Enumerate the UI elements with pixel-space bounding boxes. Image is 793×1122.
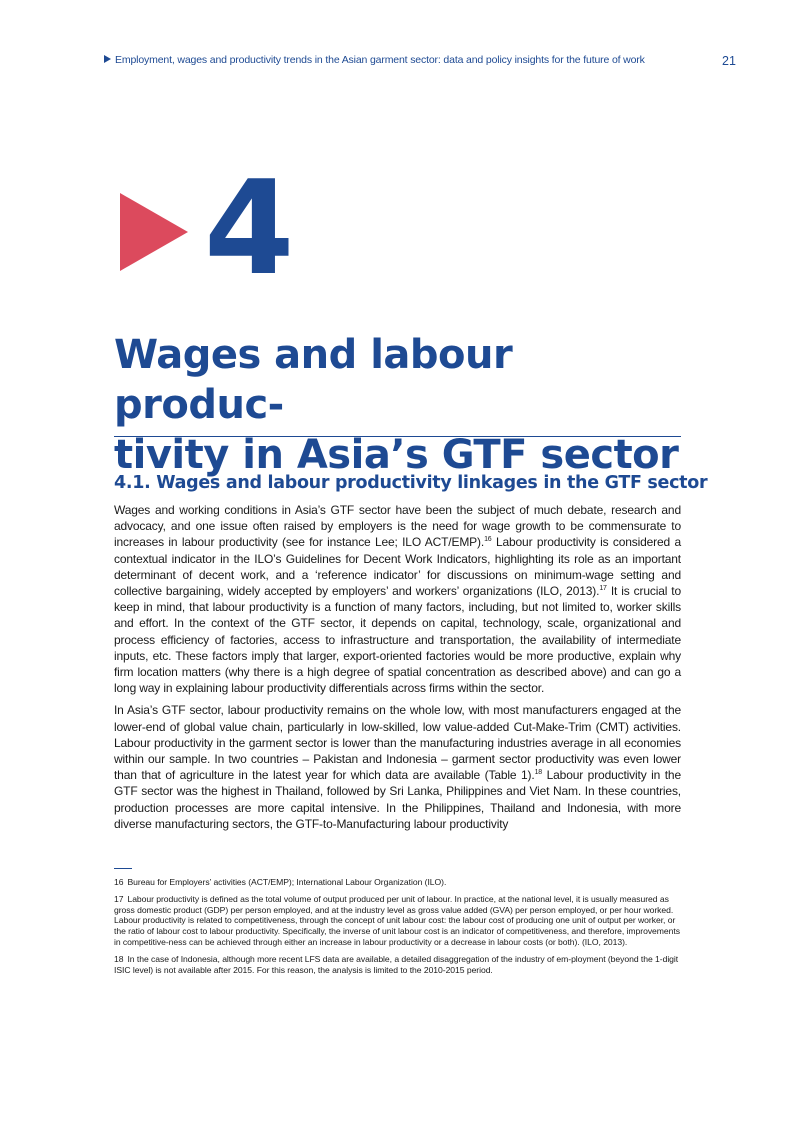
footnote-ref-16[interactable]: 16	[484, 536, 492, 544]
section-heading: 4.1. Wages and labour productivity linkages in the GTF sector	[114, 473, 708, 493]
paragraph-1-part-a: Wages and working conditions in Asia’s GTF sector have been the subject of much debate, research and advocacy, and one issue often raised by employers is the need for wage growth to be commensurate to increases in labour productivity (see for instance Lee; ILO ACT/EMP).	[114, 503, 681, 550]
paragraph-2	[114, 702, 681, 832]
play-triangle-icon	[104, 55, 111, 63]
paragraph-1-part-b: Labour productivity is considered a contextual indicator in the ILO’s Guidelines for Decent Work Indicators, highlighting its role as an important determinant of decent work, and a ‘reference indicator’ for discussions on minimum-wage setting and collective bargaining, widely accepted by employers’ and workers’ organizations (ILO, 2013).	[114, 535, 681, 599]
footnotes	[114, 877, 681, 981]
chapter-title	[114, 330, 684, 480]
footnote-ref-17[interactable]: 17	[599, 585, 607, 593]
footnote-text: In the case of Indonesia, although more recent LFS data are available, a detailed disaggregation of the industry of em-ployment (beyond the 1-digit ISIC level) is not available after 2015. For this reason, the analysis is limited to the 2010-2015 period.	[114, 953, 679, 975]
footnote-number: 16	[114, 877, 124, 887]
paragraph-2-part-a: In Asia’s GTF sector, labour productivity remains on the whole low, with most manufacturers engaged at the lower-end of global value chain, particularly in low-skilled, low value-added Cut-Make-Trim (CMT) activities. Labour productivity in the garment sector is lower than the manufacturing industries average in all economies within our sample. In two countries – Pakistan and Indonesia – garment sector productivity was even lower than that of agriculture in the latest year for which data are available (Table 1).	[114, 703, 681, 783]
footnote-18	[114, 954, 681, 976]
footnote-text: Bureau for Employers’ activities (ACT/EMP); International Labour Organization (ILO).	[127, 877, 447, 887]
footnote-17	[114, 894, 681, 948]
paragraph-1-part-c: It is crucial to keep in mind, that labour productivity is a function of many factors, including, but not limited to, worker skills and effort. In the context of the GTF sector, it depends on capital, technology, scale, organizational and process efficiency of factories, access to infrastructure and transportation, the availability of intermediate inputs, etc. These factors imply that larger, export-oriented factories would be more productive, explain why firm location matters (why there is a high degree of spatial concentration as described above) and can go a long way in explaining labour productivity differentials across firms within the sector.	[114, 584, 681, 696]
chapter-number: 4	[204, 152, 295, 304]
title-divider	[114, 436, 681, 437]
paragraph-1	[114, 502, 681, 696]
chapter-title-line-2: tivity in Asia’s GTF sector	[114, 432, 679, 478]
chapter-arrow-icon	[120, 193, 188, 271]
paragraph-2-part-b: Labour productivity in the GTF sector was the highest in Thailand, followed by Sri Lanka, Philippines and Viet Nam. In these countries, production processes are more capital intensive. In the Philippines, Thailand and Indonesia, with more diverse manufacturing sectors, the GTF-to-Manufacturing labour productivity	[114, 768, 681, 831]
footnote-16	[114, 877, 681, 888]
footnote-number: 17	[114, 893, 124, 904]
body-text	[114, 502, 681, 838]
running-title-wrap	[104, 54, 645, 66]
footnote-number: 18	[114, 953, 124, 964]
page-number: 21	[722, 54, 736, 68]
running-title: Employment, wages and productivity trends in the Asian garment sector: data and policy insights for the future of work	[115, 54, 645, 66]
footnote-divider	[114, 868, 132, 869]
footnote-ref-18[interactable]: 18	[534, 769, 543, 777]
footnote-text: Labour productivity is defined as the total volume of output produced per unit of labour. In practice, at the national level, it is usually measured as gross domestic product (GDP) per person employed, and at the industry level as gross value added (GVA) per person employed, or per hour worked. Labour productivity is related to competitiveness, through the concept of unit labour cost: the labour cost of producing one unit of output per worker, or the ratio of labour cost to labour productivity. Specifically, the inverse of unit labour cost is an indicator of competitiveness, and therefore, improvements in competitive-ness can be achieved through either an increase in labour productivity or a decrease in labour costs (or both). (ILO, 2013).	[114, 893, 680, 947]
chapter-title-line-1: Wages and labour produc-	[114, 332, 513, 428]
